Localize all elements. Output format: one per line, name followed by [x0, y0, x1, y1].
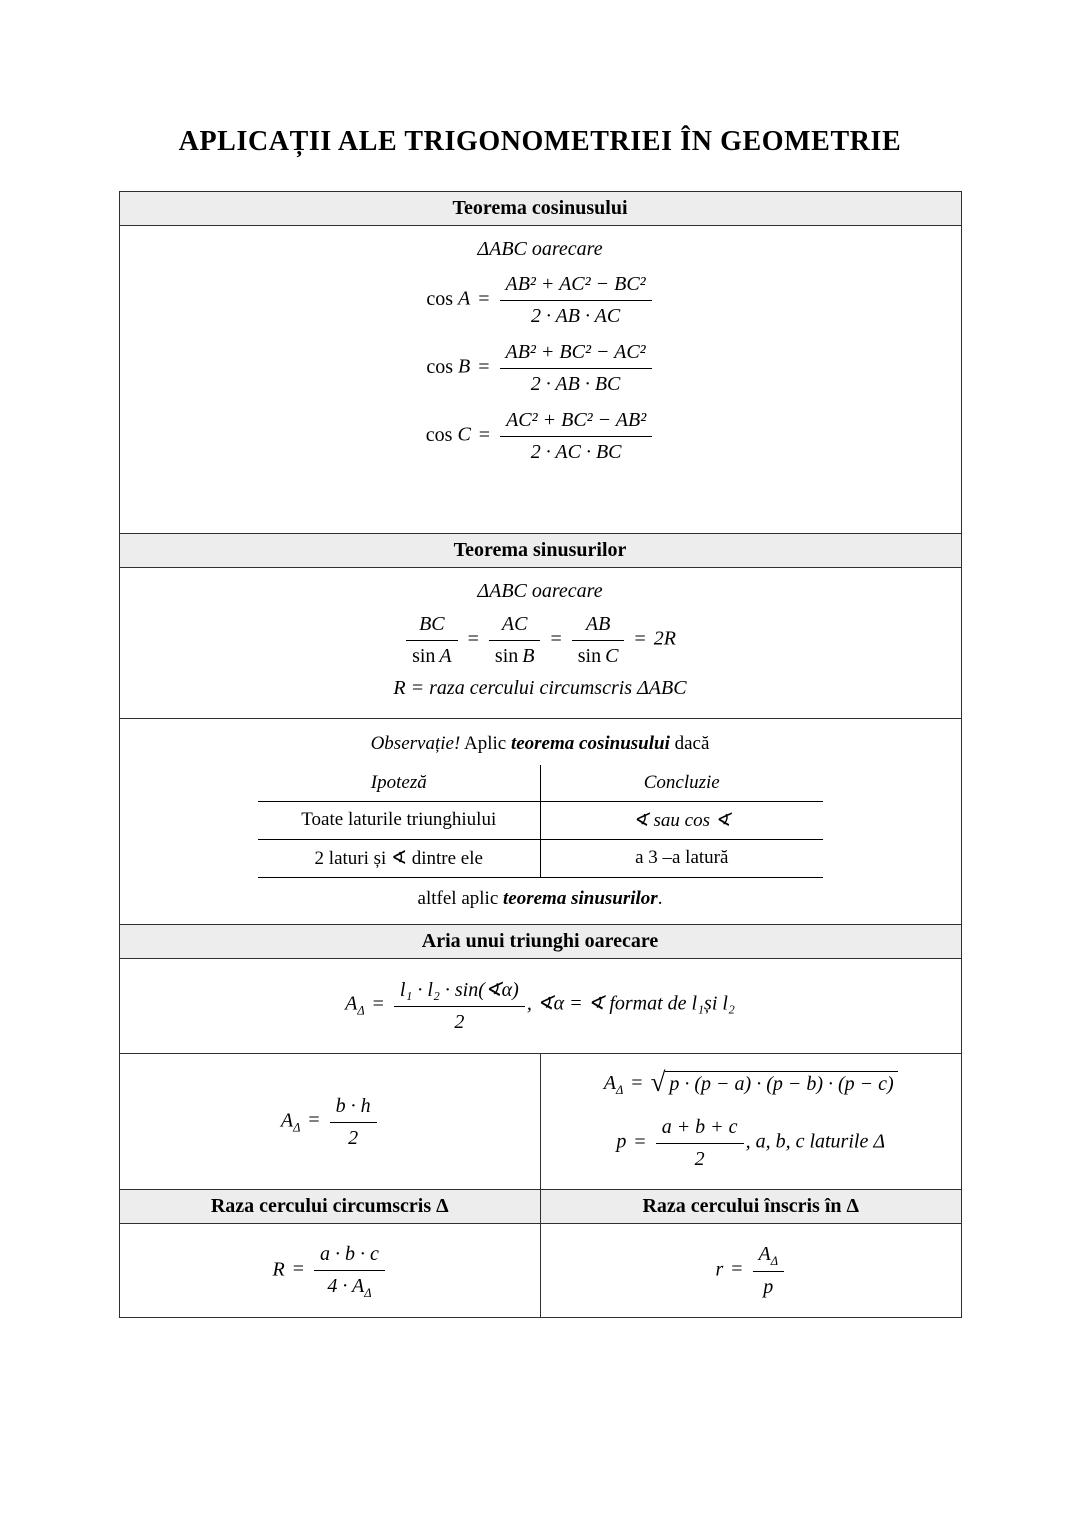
circumradius-symbol: R	[272, 1258, 285, 1281]
fraction-denominator: 2	[454, 1011, 465, 1033]
section-sine-body	[120, 567, 961, 718]
page-title: APLICAȚII ALE TRIGONOMETRIEI ÎN GEOMETRIE	[178, 126, 902, 157]
section-header-sine: Teorema sinusurilor	[120, 533, 961, 567]
cosine-formula-c	[120, 407, 961, 465]
area-symbol-subscript: Δ	[293, 1120, 301, 1135]
fraction-numerator: AB² + BC² − AC²	[500, 339, 652, 369]
angle-variable: B	[522, 645, 535, 667]
area-general-condition: , ∢α = ∢ format de l₁și l₂	[526, 992, 735, 1015]
fraction-numerator: b · h	[330, 1093, 377, 1123]
observation-row	[258, 840, 823, 878]
area-symbol-subscript: Δ	[616, 1083, 624, 1098]
angle-variable: C	[605, 645, 619, 667]
cosine-formula-a	[120, 271, 961, 329]
fraction	[330, 1093, 377, 1151]
cos-function: cos	[426, 287, 453, 310]
fraction	[394, 975, 525, 1035]
inradius-cell	[540, 1224, 961, 1317]
equals-sign: =	[478, 355, 490, 378]
section-cosine-body	[120, 225, 961, 533]
area-heron-cell	[540, 1054, 961, 1189]
area-base-height-cell	[120, 1054, 541, 1189]
numerator-text: A	[758, 1243, 771, 1265]
area-symbol-subscript: Δ	[364, 1286, 372, 1300]
fraction-denominator: p	[763, 1276, 774, 1299]
circumradius-formula	[126, 1241, 535, 1300]
fraction	[406, 611, 458, 669]
section-header-cosine: Teorema cosinusului	[120, 192, 961, 225]
radicand: p · (p − a) · (p − b) · (p − c)	[665, 1071, 897, 1096]
section-observation	[120, 718, 961, 924]
circumradius-note: R = raza cercului circumscris ΔABC	[393, 677, 687, 699]
angle-variable: A	[439, 645, 452, 667]
sin-function: sin	[412, 645, 436, 667]
fraction-numerator: AB² + AC² − BC²	[500, 271, 652, 301]
equals-sign: =	[308, 1109, 320, 1132]
fraction-denominator	[489, 641, 541, 669]
section-header-area: Aria unui triunghi oarecare	[120, 924, 961, 958]
equals-sign: =	[372, 992, 384, 1015]
semiperimeter-condition: , a, b, c laturile Δ	[745, 1130, 886, 1153]
semiperimeter-symbol: p	[616, 1130, 627, 1153]
section-header-circumradius: Raza cercului circumscris Δ	[120, 1190, 541, 1223]
fraction	[572, 611, 625, 669]
fraction-denominator: 2	[694, 1148, 705, 1170]
sine-equation-result: 2R	[653, 627, 676, 650]
fraction	[489, 611, 541, 669]
equals-sign: =	[478, 423, 491, 446]
square-root	[650, 1067, 898, 1098]
equals-sign: =	[731, 1258, 743, 1281]
denominator-text: 4 · A	[327, 1275, 365, 1297]
fraction-numerator: a + b + c	[656, 1114, 744, 1144]
sin-function: sin	[494, 645, 519, 667]
fraction-denominator	[406, 641, 458, 669]
equals-sign: =	[631, 1072, 643, 1095]
cosine-triangle-label: ΔABC oarecare	[477, 238, 603, 260]
fraction-denominator: 2 · AC · BC	[530, 441, 622, 463]
semiperimeter-formula	[547, 1114, 955, 1172]
cosine-theorem-ref: teorema cosinusului	[510, 733, 670, 754]
equals-sign: =	[467, 627, 479, 650]
fraction-numerator: l₁ · l₂ · sin(∢α)	[394, 975, 525, 1007]
observation-row	[258, 802, 823, 840]
fraction-denominator	[314, 1271, 385, 1300]
conclusion-cell: ∢ sau cos ∢	[540, 802, 823, 839]
fraction-denominator: 2	[348, 1126, 359, 1149]
heron-formula	[547, 1067, 955, 1098]
area-base-height-formula	[126, 1093, 535, 1151]
hypothesis-cell: Toate laturile triunghiului	[301, 809, 497, 830]
cosine-formula-b	[120, 339, 961, 397]
inradius-symbol: r	[715, 1258, 724, 1281]
formula-table	[119, 191, 962, 1318]
fraction	[500, 407, 652, 465]
fraction-denominator	[572, 641, 625, 669]
conclusion-cell: a 3 –a latură	[540, 840, 823, 877]
angle-variable: A	[458, 287, 471, 310]
fraction	[656, 1114, 744, 1172]
observation-footer-end: .	[657, 888, 663, 909]
fraction-numerator: AC	[489, 611, 541, 641]
fraction-numerator: BC	[406, 611, 458, 641]
equals-sign: =	[634, 627, 646, 650]
equals-sign: =	[634, 1130, 646, 1153]
fraction	[314, 1241, 385, 1300]
fraction-numerator: AC² + BC² − AB²	[500, 407, 652, 437]
sine-triangle-label: ΔABC oarecare	[477, 580, 603, 602]
area-symbol-subscript: Δ	[357, 1003, 365, 1018]
fraction-numerator: a · b · c	[314, 1241, 385, 1271]
observation-footer	[120, 888, 961, 910]
observation-table	[258, 765, 823, 878]
fraction-numerator: AB	[572, 611, 625, 641]
sine-equation	[120, 611, 961, 669]
observation-intro-end: dacă	[669, 733, 710, 754]
angle-variable: B	[458, 355, 471, 378]
area-symbol: A	[603, 1072, 616, 1095]
observation-header-row	[258, 765, 823, 802]
hypothesis-cell: 2 laturi și ∢ dintre ele	[314, 848, 483, 869]
angle-variable: C	[457, 423, 471, 446]
observation-word: Observație!	[370, 733, 461, 754]
fraction-numerator	[753, 1241, 785, 1272]
equals-sign: =	[292, 1258, 305, 1281]
equals-sign: =	[550, 627, 562, 650]
observation-intro-text: Aplic	[460, 733, 511, 754]
section-header-inradius: Raza cercului înscris în Δ	[540, 1190, 961, 1223]
equals-sign: =	[478, 287, 490, 310]
observation-footer-text: altfel aplic	[417, 888, 504, 909]
conclusion-header: Concluzie	[540, 765, 823, 801]
area-symbol: A	[280, 1109, 294, 1132]
fraction-denominator: 2 · AB · AC	[530, 305, 621, 327]
inradius-formula	[547, 1241, 955, 1300]
sin-function: sin	[577, 645, 602, 667]
section-area-general	[120, 958, 961, 1053]
radius-headers-row	[120, 1189, 961, 1223]
area-symbol-subscript: Δ	[770, 1254, 779, 1268]
area-symbol: A	[345, 992, 358, 1015]
radius-formulas-row	[120, 1223, 961, 1317]
cos-function: cos	[426, 355, 453, 378]
fraction	[500, 271, 652, 329]
observation-intro	[120, 733, 961, 755]
sine-theorem-ref: teorema sinusurilor	[503, 888, 658, 909]
fraction	[500, 339, 652, 397]
cos-function: cos	[425, 423, 453, 446]
area-formulas-row	[120, 1053, 961, 1189]
area-general-formula	[120, 975, 961, 1035]
hypothesis-header: Ipoteză	[370, 772, 427, 793]
circumradius-cell	[120, 1224, 541, 1317]
fraction-denominator: 2 · AB · BC	[530, 373, 621, 395]
fraction	[753, 1241, 785, 1300]
radical-icon: √	[650, 1067, 666, 1097]
